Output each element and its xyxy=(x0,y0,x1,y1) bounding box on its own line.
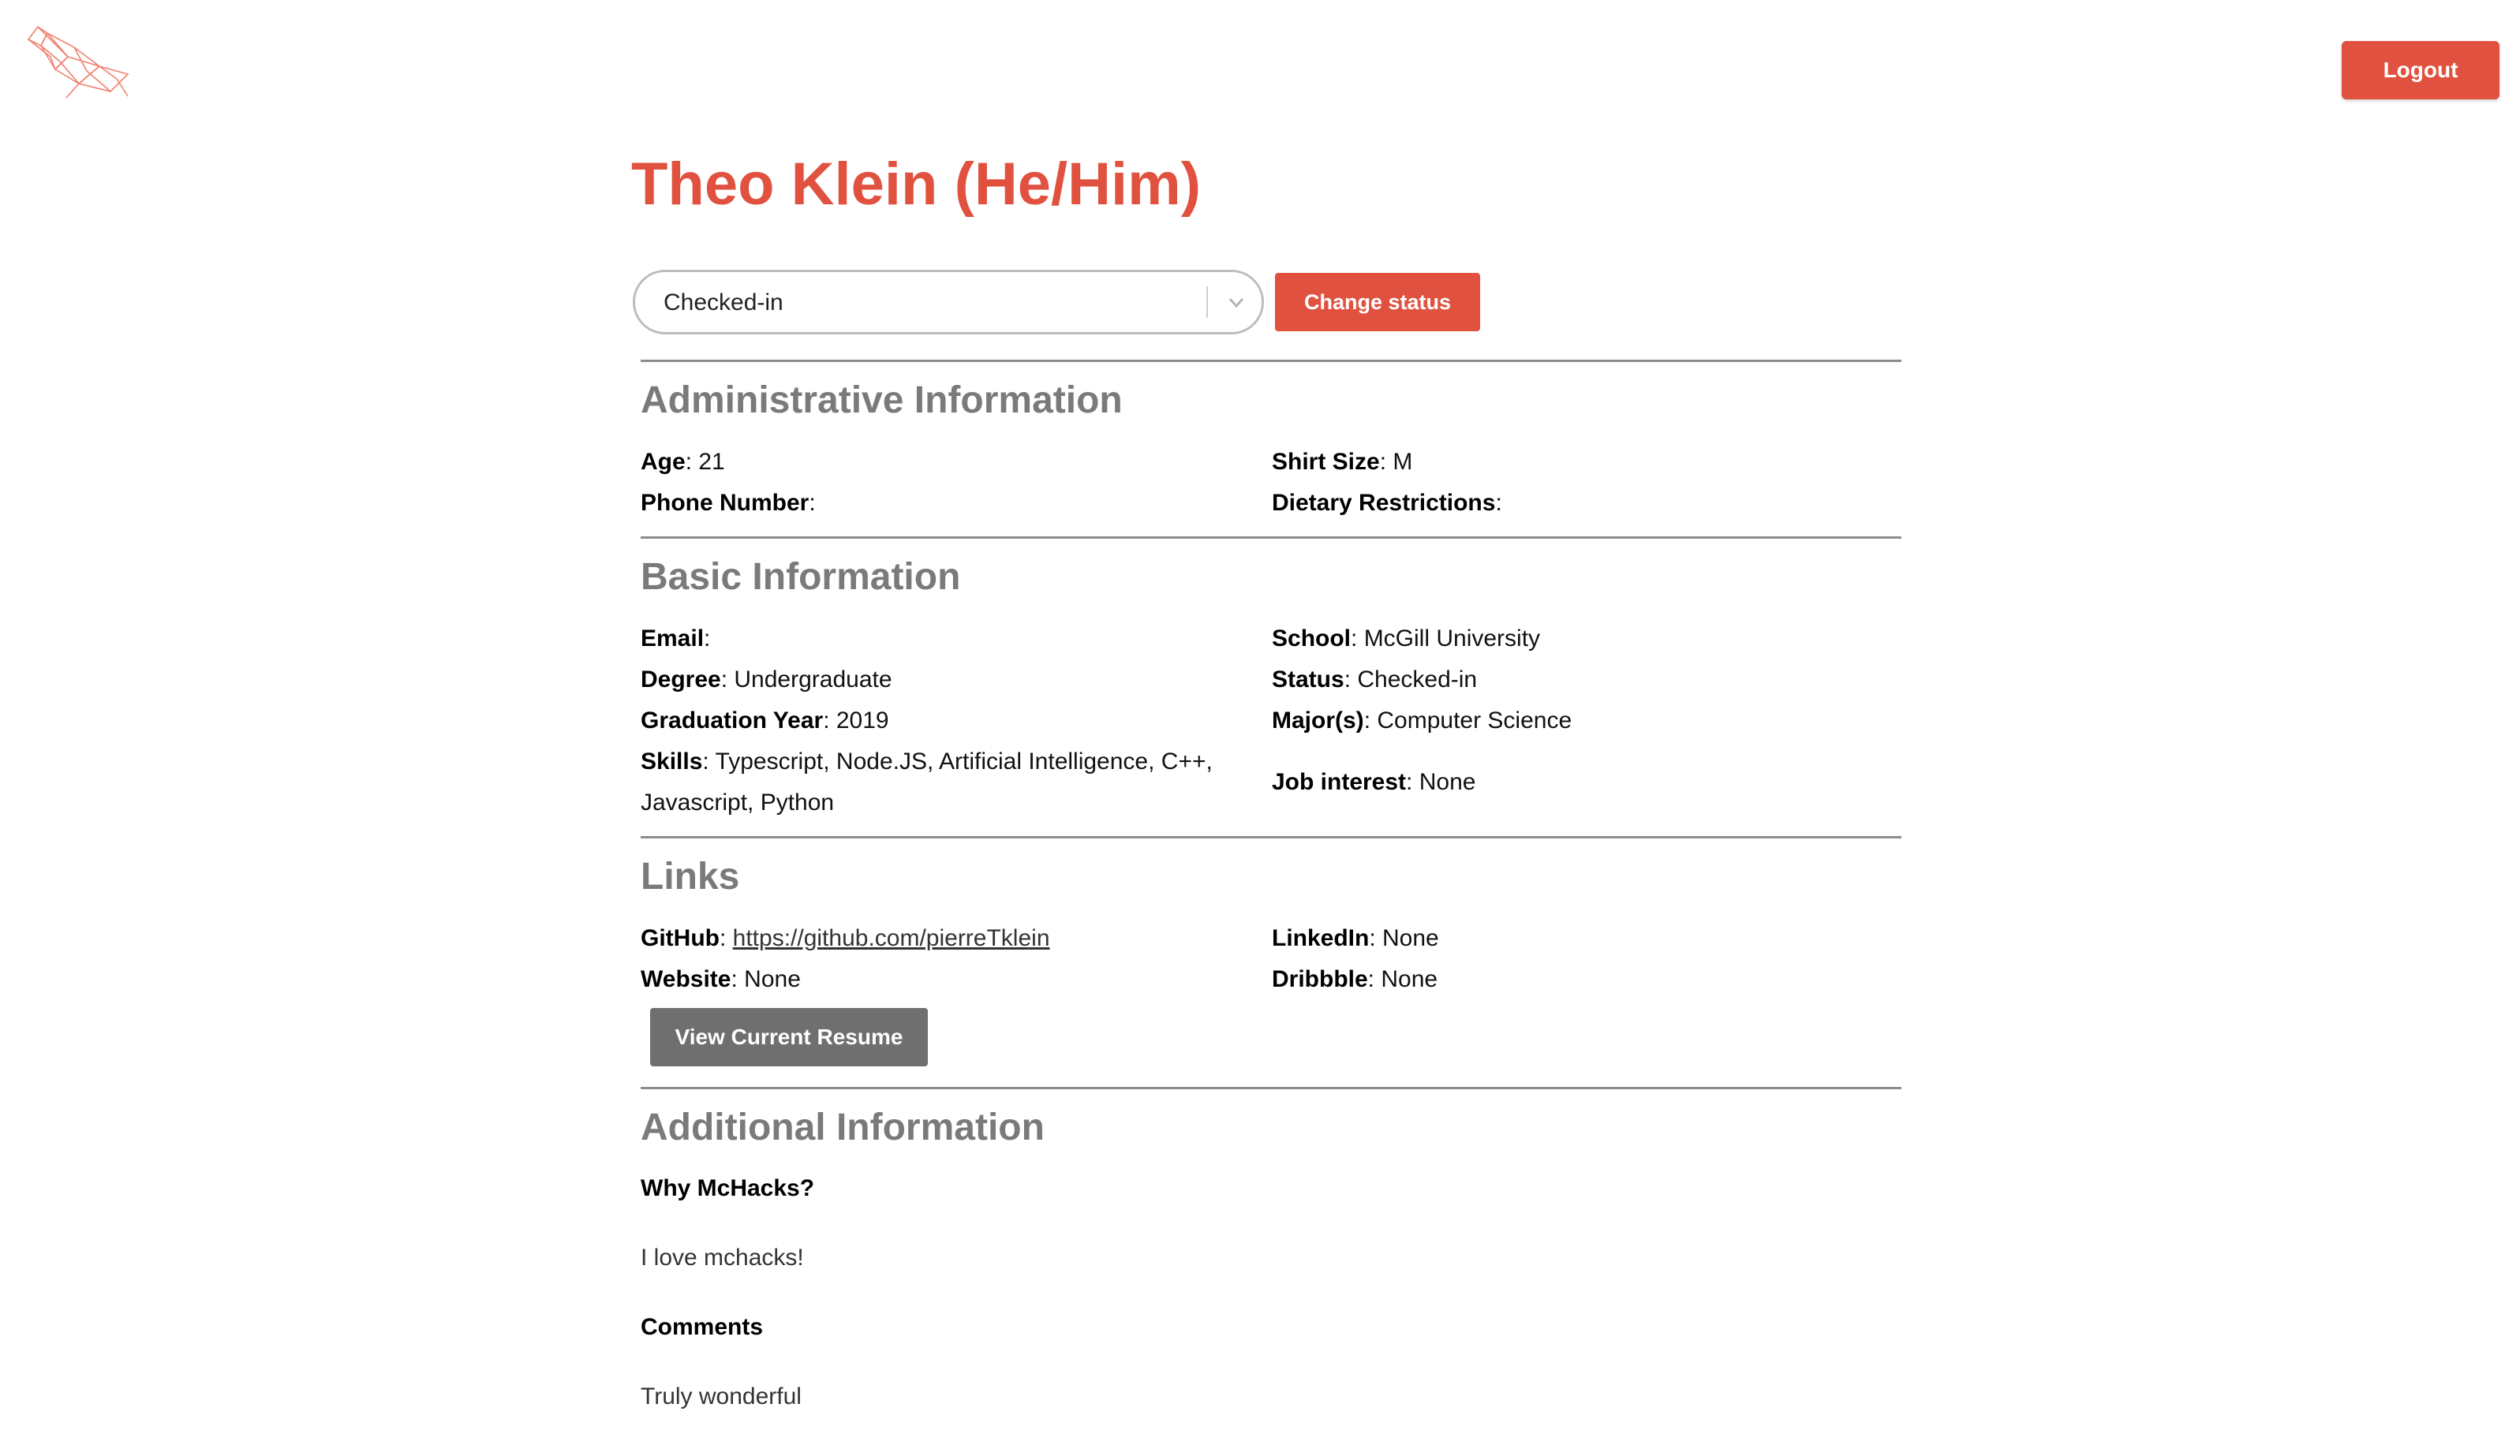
field-value: M xyxy=(1393,449,1413,475)
field-value: None xyxy=(744,966,801,992)
field-skills: Skills: Typescript, Node.JS, Artificial Intelligence, C++, Javascript, Python xyxy=(641,749,1213,816)
field-label: Degree xyxy=(641,666,721,693)
field-label: Email xyxy=(641,625,705,651)
field-label: GitHub xyxy=(641,925,720,951)
field-majors: Major(s): Computer Science xyxy=(1272,707,1572,734)
field-value: Checked-in xyxy=(1357,666,1478,693)
field-label: Dietary Restrictions xyxy=(1272,490,1496,516)
field-value: None xyxy=(1419,769,1476,795)
github-link[interactable]: https://github.com/pierreTklein xyxy=(732,925,1050,951)
field-website: Website: None xyxy=(641,966,801,992)
field-value: 21 xyxy=(698,449,725,475)
field-label: Major(s) xyxy=(1272,707,1364,734)
field-label: Shirt Size xyxy=(1272,449,1380,475)
field-value: Undergraduate xyxy=(734,666,892,693)
field-label: Skills xyxy=(641,749,703,775)
chevron-down-icon[interactable] xyxy=(1222,291,1251,315)
field-status: Status: Checked-in xyxy=(1272,666,1478,693)
field-value: Computer Science xyxy=(1377,707,1572,734)
page-title: Theo Klein (He/Him) xyxy=(631,151,1202,218)
field-school: School: McGill University xyxy=(1272,625,1541,651)
field-age: Age: 21 xyxy=(641,449,725,475)
field-label: Status xyxy=(1272,666,1344,693)
field-linkedin: LinkedIn: None xyxy=(1272,925,1439,951)
section-divider xyxy=(641,836,1901,838)
view-resume-button[interactable]: View Current Resume xyxy=(650,1008,928,1066)
field-label: LinkedIn xyxy=(1272,925,1370,951)
field-value: None xyxy=(1382,925,1439,951)
section-title-links: Links xyxy=(641,856,740,898)
section-title-administrative: Administrative Information xyxy=(641,379,1123,421)
field-phone-number: Phone Number: xyxy=(641,490,816,516)
field-job-interest: Job interest: None xyxy=(1272,769,1476,795)
section-divider xyxy=(641,360,1901,362)
section-title-additional: Additional Information xyxy=(641,1107,1045,1148)
field-shirt-size: Shirt Size: M xyxy=(1272,449,1413,475)
field-label: School xyxy=(1272,625,1352,651)
field-dribbble: Dribbble: None xyxy=(1272,966,1438,992)
change-status-button[interactable]: Change status xyxy=(1275,273,1480,331)
field-label: Graduation Year xyxy=(641,707,824,734)
field-degree: Degree: Undergraduate xyxy=(641,666,892,693)
field-value: Typescript, Node.JS, Artificial Intelligence, C++, xyxy=(715,749,1213,775)
field-label: Phone Number xyxy=(641,490,809,516)
field-graduation-year: Graduation Year: 2019 xyxy=(641,707,889,734)
field-value: None xyxy=(1381,966,1438,992)
section-title-basic: Basic Information xyxy=(641,556,961,598)
answer-why-mchacks: I love mchacks! xyxy=(641,1245,804,1271)
field-label: Website xyxy=(641,966,731,992)
section-divider xyxy=(641,1087,1901,1089)
field-value: McGill University xyxy=(1363,625,1541,651)
field-dietary-restrictions: Dietary Restrictions: xyxy=(1272,490,1502,516)
bird-logo-icon[interactable] xyxy=(24,22,131,103)
field-label: Age xyxy=(641,449,686,475)
status-select-value: Checked-in xyxy=(664,289,783,315)
section-divider xyxy=(641,536,1901,539)
logout-button[interactable]: Logout xyxy=(2342,41,2499,99)
question-comments: Comments xyxy=(641,1314,764,1340)
status-select[interactable] xyxy=(633,270,1264,334)
field-label: Dribbble xyxy=(1272,966,1368,992)
field-github: GitHub: https://github.com/pierreTklein xyxy=(641,925,1050,951)
field-email: Email: xyxy=(641,625,711,651)
field-label: Job interest xyxy=(1272,769,1407,795)
select-separator xyxy=(1206,286,1208,318)
answer-comments: Truly wonderful xyxy=(641,1383,802,1409)
field-value: 2019 xyxy=(836,707,889,734)
question-why-mchacks: Why McHacks? xyxy=(641,1175,815,1201)
field-value-continued: Javascript, Python xyxy=(641,790,835,816)
